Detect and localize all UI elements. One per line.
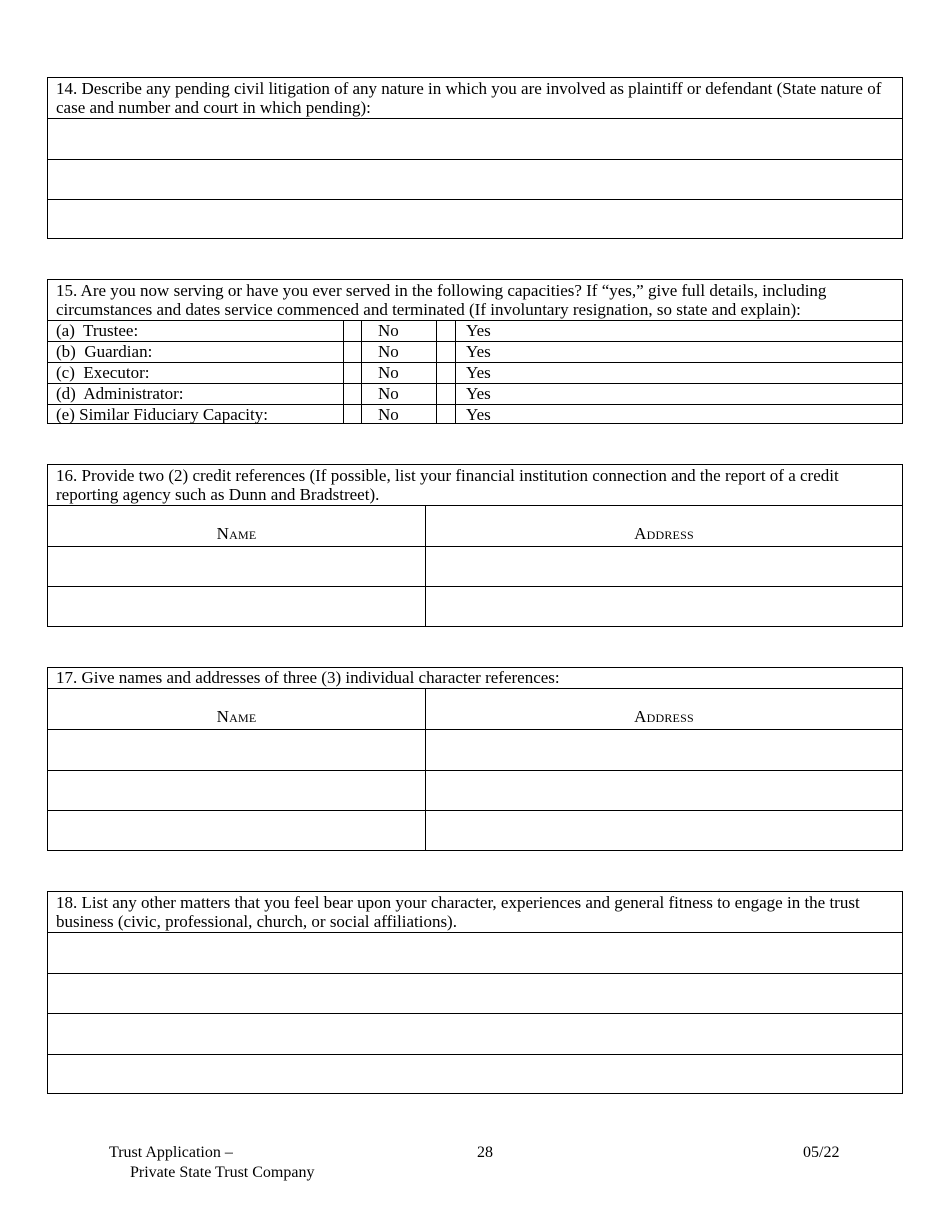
no-option-label: No [362,405,437,424]
question-18-text: 18. List any other matters that you feel bear upon your character, experiences and general fitness to engage in the trust business (civic, professional, church, or social affiliations). [56,893,860,931]
yes-checkbox[interactable] [437,405,456,424]
q18-answer-line-2[interactable] [48,973,902,1013]
q16-name-cell[interactable] [48,587,426,626]
q16-header-row [48,505,902,546]
question-14-table [47,77,903,239]
yes-checkbox[interactable] [437,384,456,404]
yes-option-label: Yes [466,405,491,424]
yes-option-label: Yes [466,384,491,403]
q17-name-cell[interactable] [48,771,426,810]
q17-reference-row-1 [48,729,902,770]
question-17-text: 17. Give names and addresses of three (3) individual character references: [56,668,560,687]
q17-address-cell[interactable] [426,811,902,850]
revision-date: 05/22 [803,1144,840,1161]
no-option-label: No [362,321,437,341]
no-checkbox[interactable] [344,342,362,362]
q16-address-cell[interactable] [426,547,902,586]
capacity-row [48,341,902,362]
q16-address-header: Address [634,524,694,543]
capacity-label: (e) Similar Fiduciary Capacity: [48,405,344,424]
no-checkbox[interactable] [344,384,362,404]
q14-answer-line-3[interactable] [48,199,902,238]
no-option-label: No [362,342,437,362]
q17-header-row [48,688,902,729]
q17-reference-row-2 [48,770,902,810]
q18-answer-line-3[interactable] [48,1013,902,1054]
q17-name-header: Name [48,689,426,729]
footer-title-line-1: Trust Application – [109,1144,233,1161]
question-18-table [47,891,903,1094]
no-checkbox[interactable] [344,405,362,424]
q16-reference-row-2 [48,586,902,626]
yes-checkbox[interactable] [437,321,456,341]
question-15-table [47,279,903,424]
no-checkbox[interactable] [344,363,362,383]
q16-address-cell[interactable] [426,587,902,626]
question-15-text: 15. Are you now serving or have you ever served in the following capacities? If “yes,” give full details, including circumstances and dates service commenced and terminated (If involuntary resignation, so state and explain): [56,281,827,319]
q17-name-cell[interactable] [48,811,426,850]
q17-address-header: Address [634,707,694,726]
capacity-label: (d) Administrator: [48,384,344,404]
capacity-label: (b) Guardian: [48,342,344,362]
q16-reference-row-1 [48,546,902,586]
yes-option-label: Yes [466,342,491,361]
question-16-text: 16. Provide two (2) credit references (If possible, list your financial institution connection and the report of a credit reporting agency such as Dunn and Bradstreet). [56,466,839,504]
q17-address-cell[interactable] [426,771,902,810]
q14-answer-line-2[interactable] [48,159,902,199]
question-14-text: 14. Describe any pending civil litigation of any nature in which you are involved as plaintiff or defendant (State nature of case and number and court in which pending): [56,79,882,117]
yes-option-label: Yes [466,363,491,382]
no-option-label: No [362,363,437,383]
question-16-table [47,464,903,627]
q16-name-cell[interactable] [48,547,426,586]
question-17-table [47,667,903,851]
q17-name-cell[interactable] [48,730,426,770]
footer-title-line-2: Private State Trust Company [130,1164,315,1181]
no-option-label: No [362,384,437,404]
q17-address-cell[interactable] [426,730,902,770]
yes-checkbox[interactable] [437,363,456,383]
footer-title [109,1143,314,1183]
q18-answer-line-1[interactable] [48,932,902,973]
capacity-row [48,362,902,383]
capacity-row [48,320,902,341]
q18-answer-line-4[interactable] [48,1054,902,1093]
capacity-label: (c) Executor: [48,363,344,383]
no-checkbox[interactable] [344,321,362,341]
q14-answer-line-1[interactable] [48,118,902,159]
capacity-row [48,404,902,424]
capacity-row [48,383,902,404]
capacity-label: (a) Trustee: [48,321,344,341]
yes-checkbox[interactable] [437,342,456,362]
q16-name-header: Name [48,506,426,546]
page-number: 28 [477,1144,493,1161]
q17-reference-row-3 [48,810,902,850]
yes-option-label: Yes [466,321,491,340]
